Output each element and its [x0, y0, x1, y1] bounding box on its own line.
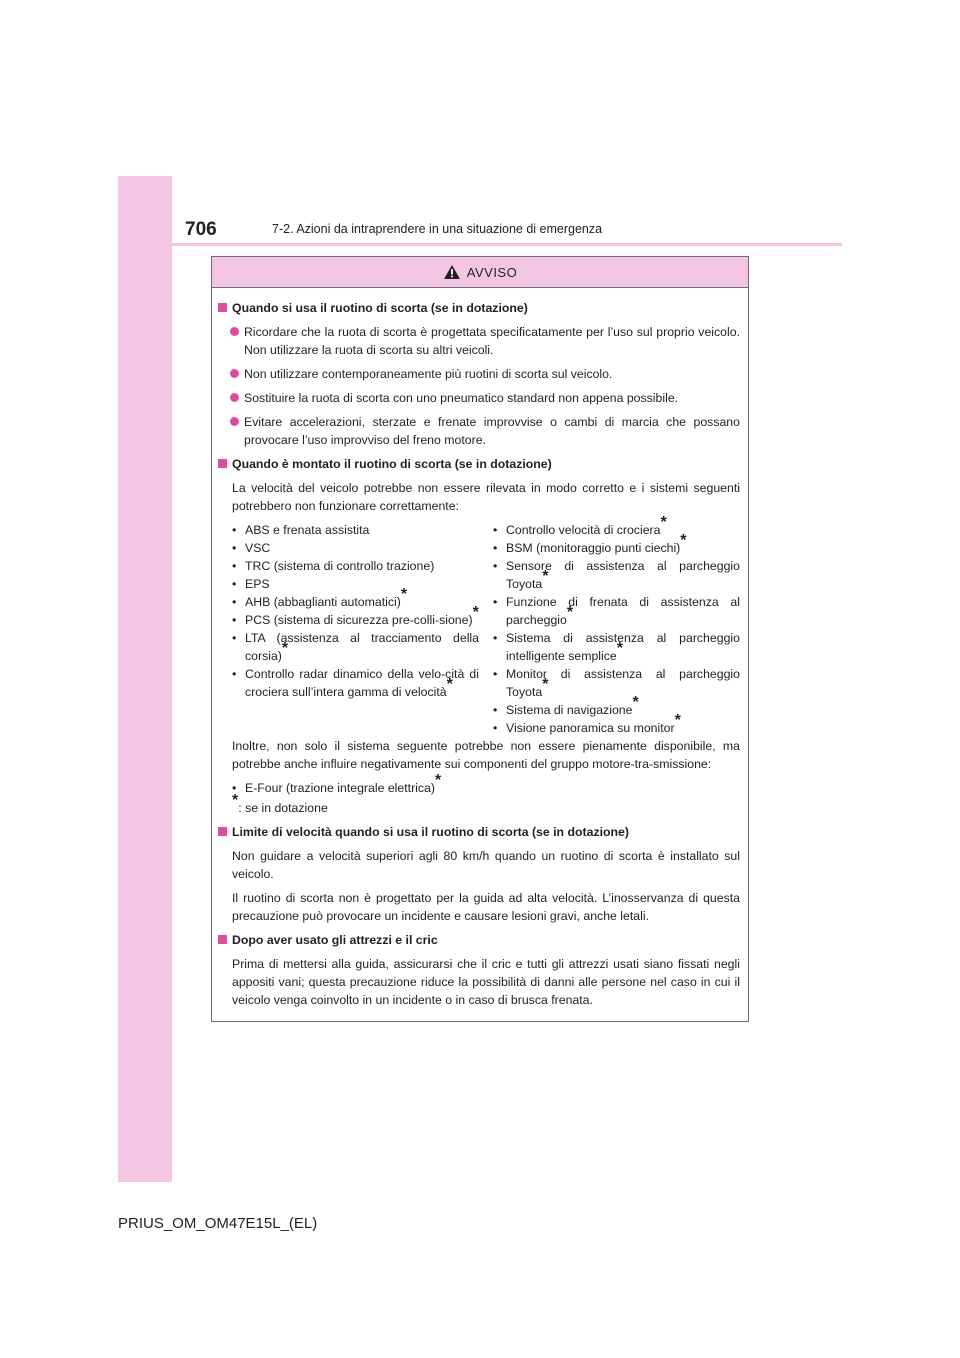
- list-item: • Controllo radar dinamico della velo-cità di crociera sull’intera gamma di velocità*: [232, 667, 479, 699]
- systems-list: [218, 514, 740, 737]
- warning-header: [212, 257, 748, 288]
- list-item: • VSC: [232, 541, 271, 555]
- list-item: • Sensore di assistenza al parcheggio Toyota*: [493, 559, 740, 591]
- list-item: • TRC (sistema di controllo trazione): [232, 559, 435, 573]
- paragraph: Il ruotino di scorta non è progettato per la guida ad alta velocità. L’inosservanza di questa precauzione può provocare un incidente e causare lesioni gravi, anche letali.: [232, 891, 740, 923]
- list-item: • E-Four (trazione integrale elettrica)*: [232, 772, 442, 795]
- round-bullet-icon: [230, 327, 239, 336]
- systems-list-right: [493, 514, 740, 737]
- round-bullet-icon: [230, 417, 239, 426]
- list-item: • Monitor di assistenza al parcheggio Toyota*: [493, 667, 740, 699]
- paragraph: Prima di mettersi alla guida, assicurarsi che il cric e tutti gli attrezzi usati siano fissati negli appositi vani; questa precauzione riduce la possibilità di danni alle persone nel caso in cui il veicolo venga coinvolto in un incidente o in caso di brusca frenata.: [232, 957, 740, 1007]
- list-item: • Controllo velocità di crociera*: [493, 514, 667, 537]
- paragraph: Non guidare a velocità superiori agli 80 km/h quando un ruotino di scorta è installato sul veicolo.: [232, 849, 740, 881]
- list-item: • Visione panoramica su monitor*: [493, 712, 681, 735]
- list-item: • PCS (sistema di sicurezza pre-colli-sione)*: [232, 604, 479, 627]
- square-bullet-icon: [218, 935, 227, 944]
- footnote: *: se in dotazione: [232, 792, 328, 815]
- side-color-band: [118, 176, 172, 1182]
- square-bullet-icon: [218, 303, 227, 312]
- list-item: • EPS: [232, 577, 270, 591]
- list-item: Sostituire la ruota di scorta con uno pneumatico standard non appena possibile.: [218, 389, 740, 407]
- round-bullet-icon: [230, 369, 239, 378]
- list-item: Non utilizzare contemporaneamente più ruotini di scorta sul veicolo.: [218, 365, 740, 383]
- warning-title: AVVISO: [466, 264, 518, 280]
- round-bullet-icon: [230, 393, 239, 402]
- paragraph: La velocità del veicolo potrebbe non essere rilevata in modo corretto e i sistemi seguenti potrebbero non funzionare correttamente:: [232, 481, 740, 513]
- list-item: • Sistema di navigazione*: [493, 694, 639, 717]
- header-rule: [172, 243, 842, 246]
- extra-list: [218, 772, 740, 817]
- section-heading: Dopo aver usato gli attrezzi e il cric: [218, 931, 740, 949]
- list-item: • ABS e frenata assistita: [232, 523, 370, 537]
- section-title: 7-2. Azioni da intraprendere in una situazione di emergenza: [272, 222, 603, 236]
- list-item: Evitare accelerazioni, sterzate e frenate improvvise o cambi di marcia che possano provocare l’uso improvviso del freno motore.: [218, 413, 740, 449]
- document-code: PRIUS_OM_OM47E15L_(EL): [118, 1215, 318, 1232]
- list-item: • BSM (monitoraggio punti ciechi)*: [493, 532, 687, 555]
- square-bullet-icon: [218, 827, 227, 836]
- section-heading: Quando si usa il ruotino di scorta (se in dotazione): [218, 299, 740, 317]
- list-item: • Funzione di frenata di assistenza al parcheggio*: [493, 595, 740, 627]
- list-item: • Sistema di assistenza al parcheggio intelligente semplice*: [493, 631, 740, 663]
- warning-content: [218, 299, 740, 1015]
- page-number: 706: [185, 219, 217, 240]
- paragraph: Inoltre, non solo il sistema seguente potrebbe non essere pienamente disponibile, ma potrebbe anche influire negativamente sui componenti del gruppo motore-tra-smissione:: [232, 739, 740, 771]
- warning-triangle-icon: [443, 264, 461, 280]
- list-item: • LTA (assistenza al tracciamento della corsia)*: [232, 631, 479, 663]
- section-heading: Quando è montato il ruotino di scorta (se in dotazione): [218, 455, 740, 473]
- list-item: • AHB (abbaglianti automatici)*: [232, 586, 408, 609]
- warning-box: [211, 256, 749, 1022]
- square-bullet-icon: [218, 459, 227, 468]
- systems-list-left: [232, 521, 479, 737]
- list-item: Ricordare che la ruota di scorta è progettata specificatamente per l’uso sul proprio veicolo. Non utilizzare la ruota di scorta su altri veicoli.: [218, 323, 740, 359]
- section-heading: Limite di velocità quando si usa il ruotino di scorta (se in dotazione): [218, 823, 740, 841]
